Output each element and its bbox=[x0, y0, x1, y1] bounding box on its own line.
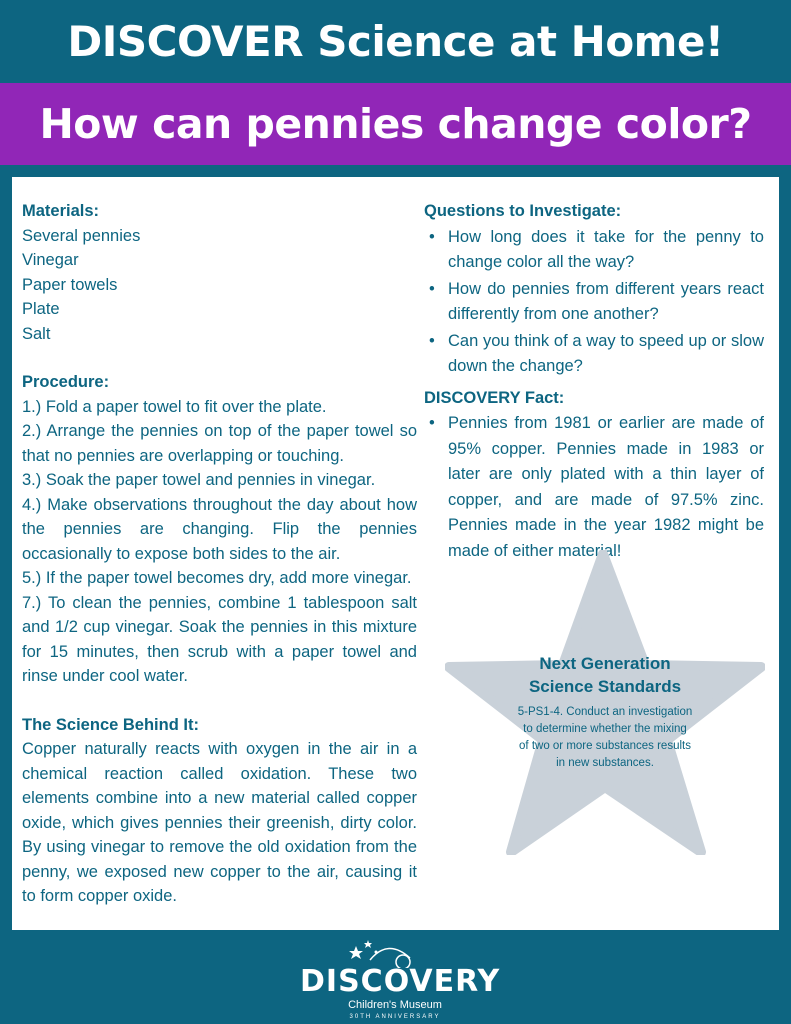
question-item: • Can you think of a way to speed up or slow down the change? bbox=[424, 329, 764, 380]
procedure-step: 7.) To clean the pennies, combine 1 tablespoon salt and 1/2 cup vinegar. Soak the pennies in this mixture for 15 minutes, then scrub with a paper towel and rinse under cool water. bbox=[22, 593, 417, 685]
content-panel bbox=[12, 177, 779, 930]
standards-text-block bbox=[445, 652, 765, 772]
fact-list bbox=[424, 411, 764, 564]
standards-title: Next Generation Science Standards bbox=[528, 654, 682, 696]
page-subtitle: How can pennies change color? bbox=[0, 83, 791, 165]
fact-item: • Pennies from 1981 or earlier are made of 95% copper. Pennies made in 1983 or later are only plated with a thin layer of copper, and are made of 97.5% zinc. Pennies made in the year 1982 might be made of either material! bbox=[424, 411, 764, 564]
procedure-step: 3.) Soak the paper towel and pennies in vinegar. bbox=[22, 471, 376, 489]
logo-wordmark: DISCOVERY bbox=[300, 964, 501, 999]
science-text: Copper naturally reacts with oxygen in the air in a chemical reaction called oxidation. These two elements combine into a new material called copper oxide, which gives pennies their greenish, dirty color. By using vinegar to remove the old oxidation from the penny, we exposed new copper to the air, causing it to form copper oxide. bbox=[22, 740, 417, 905]
questions-list bbox=[424, 225, 764, 380]
material-item: Vinegar bbox=[22, 251, 79, 269]
fact-heading: DISCOVERY Fact: bbox=[424, 388, 565, 407]
procedure-step: 5.) If the paper towel becomes dry, add more vinegar. bbox=[22, 569, 412, 587]
material-item: Salt bbox=[22, 324, 51, 343]
questions-heading: Questions to Investigate: bbox=[424, 202, 622, 220]
logo-subtitle: Children's Museum bbox=[348, 999, 442, 1011]
museum-logo bbox=[300, 938, 501, 1020]
question-item: • How long does it take for the penny to change color all the way? bbox=[424, 225, 764, 276]
procedure-step: 4.) Make observations throughout the day about how the pennies are changing. Flip the pennies occasionally to expose both sides to the air. bbox=[22, 495, 417, 563]
procedure-step: 1.) Fold a paper towel to fit over the plate. bbox=[22, 397, 327, 416]
materials-heading: Materials: bbox=[22, 202, 100, 220]
science-heading: The Science Behind It: bbox=[22, 715, 199, 734]
footer bbox=[0, 930, 791, 1024]
procedure-heading: Procedure: bbox=[22, 373, 110, 391]
material-item: Plate bbox=[22, 300, 60, 318]
standards-text: 5-PS1-4. Conduct an investigation to determine whether the mixing of two or more substances results in new substances. bbox=[517, 706, 693, 769]
right-column bbox=[424, 199, 764, 565]
standards-star bbox=[445, 550, 765, 855]
logo-anniversary: 30TH ANNIVERSARY bbox=[349, 1014, 441, 1020]
question-item: • How do pennies from different years react differently from one another? bbox=[424, 277, 764, 328]
material-item: Paper towels bbox=[22, 275, 118, 294]
material-item: Several pennies bbox=[22, 226, 141, 245]
procedure-step: 2.) Arrange the pennies on top of the paper towel so that no pennies are overlapping or touching. bbox=[22, 422, 417, 465]
page-title: DISCOVER Science at Home! bbox=[67, 17, 724, 66]
left-column bbox=[22, 199, 417, 909]
